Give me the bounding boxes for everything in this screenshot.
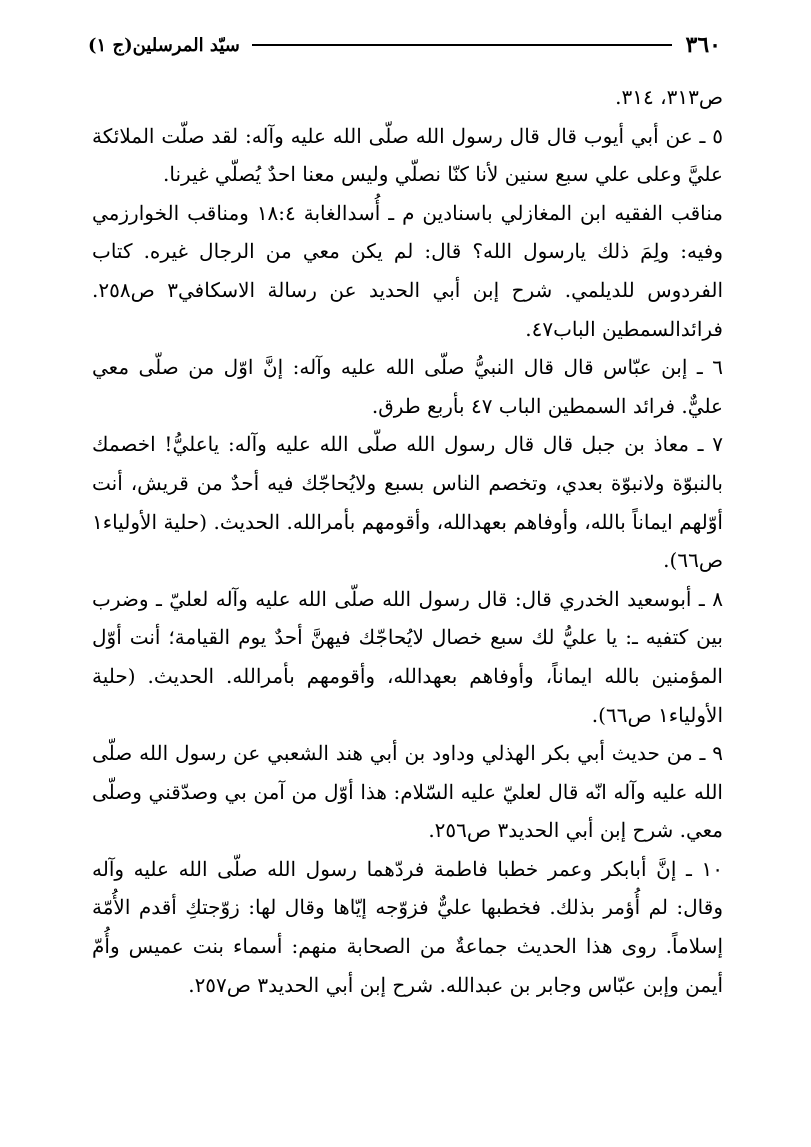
paragraph: مناقب الفقيه ابن المغازلي باسنادين م ـ أُسدالغابة ١٨:٤ ومناقب الخوارزمي وفيه: ولِمَ ذلك يارسول الله؟ قال: لم يكن معي من الرجال غيره. كتاب الفردوس للديلمي. شرح إبن أبي الحديد عن رسالة الاسكافي٣ ص٢٥٨. فرائدالسمطين الباب٤٧. — [92, 200, 724, 341]
paragraph: ص٣١٣، ٣١٤. — [615, 85, 723, 109]
page-number: ٣٦٠ — [685, 32, 721, 58]
page-header — [88, 28, 721, 62]
paragraph: ٩ ـ من حديث أبي بكر الهذلي وداود بن أبي هند الشعبي عن رسول الله صلّى الله عليه وآله انّه قال لعليّ عليه السّلام: هذا أوّل من آمن بي وصدّقني وصلّى معي. شرح إبن أبي الحديد٣ ص٢٥٦. — [92, 741, 723, 843]
paragraph: ١٠ ـ إنَّ أبابكر وعمر خطبا فاطمة فردّهما رسول الله صلّى الله عليه وآله وقال: لم أُؤمر بذلك. فخطبها عليٌّ فزوّجه إيّاها وقال لها: زوّجتكِ أقدم الأُمّة إسلاماً. روى هذا الحديث جماعةٌ من الصحابة منهم: أسماء بنت عميس وأُمّ أيمن وإبن عبّاس وجابر بن عبدالله. شرح إبن أبي الحديد٣ ص٢٥٧. — [92, 856, 723, 997]
page-body — [92, 78, 723, 1004]
header-rule — [252, 44, 672, 46]
paragraph: ٨ ـ أبوسعيد الخدري قال: قال رسول الله صلّى الله عليه وآله لعليّ ـ وضرب بين كتفيه ـ: يا عليُّ لك سبع خصال لايُحاجّك فيهنَّ أحدٌ يوم القيامة؛ أنت أوّل المؤمنين بالله ايماناً، وأوفاهم بعهدالله، وأقومهم بأمرالله. الحديث. (حلية الأولياء١ ص٦٦). — [92, 586, 723, 727]
paragraph: ٥ ـ عن أبي أيوب قال قال رسول الله صلّى الله عليه وآله: لقد صلّت الملائكة عليَّ وعلى علي سبع سنين لأنا كنّا نصلّي وليس معنا احدٌ يُصلّي غيرنا. — [92, 123, 723, 187]
paragraph: ٧ ـ معاذ بن جبل قال قال رسول الله صلّى الله عليه وآله: ياعليُّ! اخصمك بالنبوّة ولانبوّة بعدي، وتخصم الناس بسبع ولايُحاجّك فيه أحدٌ من قريش، أنت أوّلهم ايماناً بالله، وأوفاهم بعهدالله، وأقومهم بأمرالله. الحديث. (حلية الأولياء١ ص٦٦). — [92, 432, 723, 573]
paragraph: ٦ ـ إبن عبّاس قال قال النبيُّ صلّى الله عليه وآله: إنَّ اوّل من صلّى معي عليٌّ. فرائد السمطين الباب ٤٧ بأربع طرق. — [92, 355, 723, 418]
running-title: سيّد المرسلين(ج ١) — [88, 34, 240, 56]
